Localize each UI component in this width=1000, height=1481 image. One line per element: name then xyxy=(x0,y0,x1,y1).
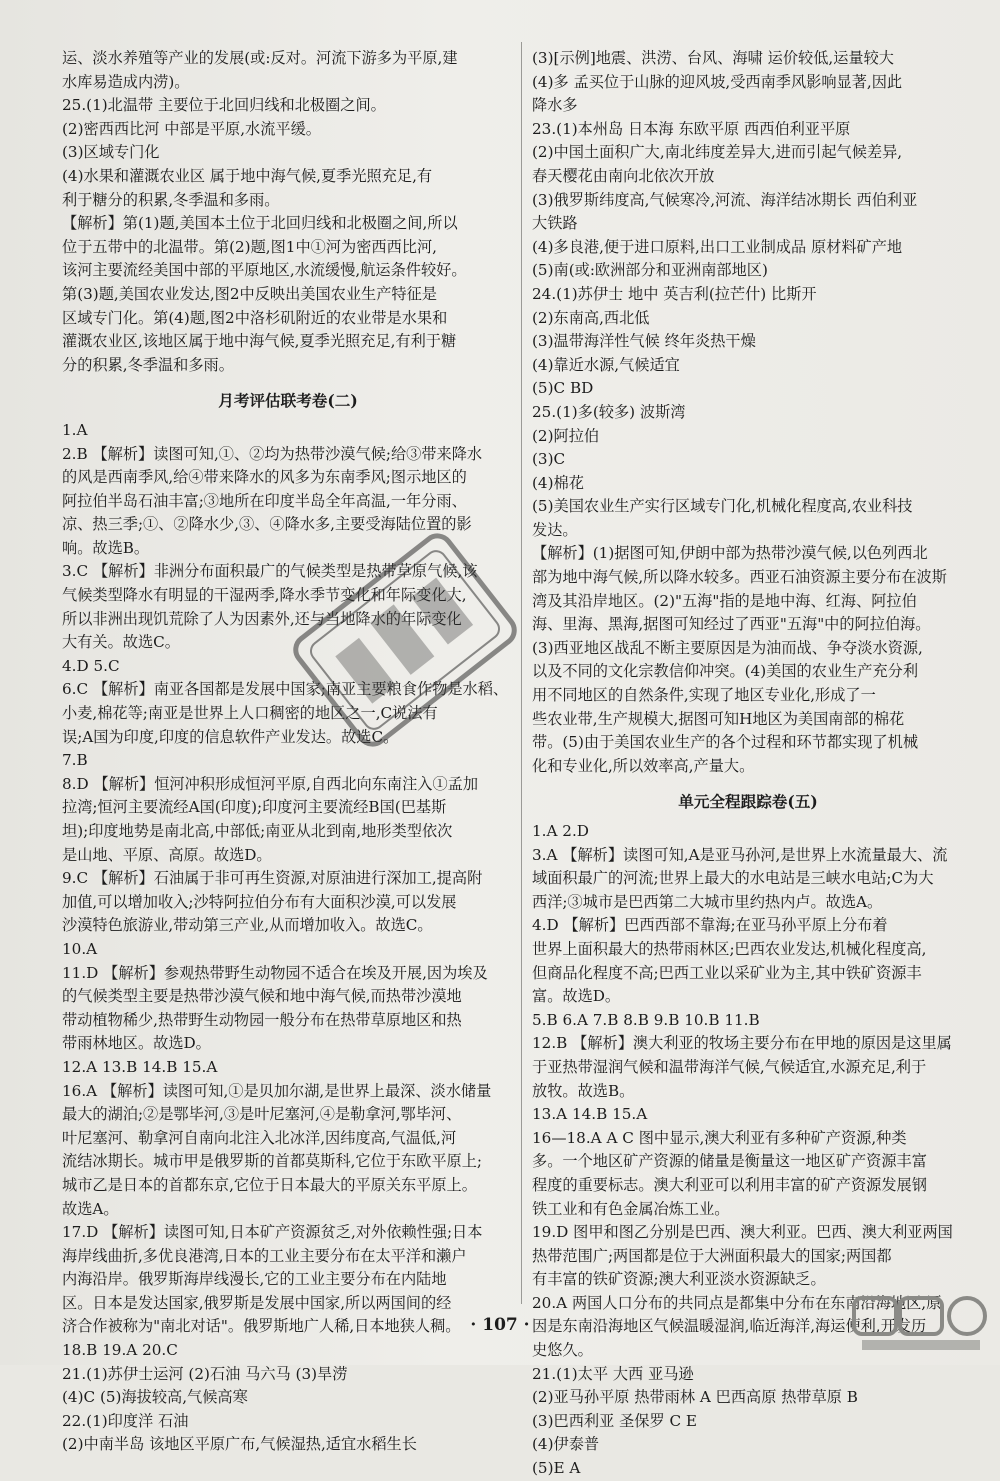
text-line: 24.(1)苏伊士 地中 英吉利(拉芒什) 比斯开 xyxy=(532,284,817,303)
text-line: 3.A 【解析】读图可知,A是亚马孙河,是世界上水流量最大、流 xyxy=(532,845,948,864)
text-line: 12.A 13.B 14.B 15.A xyxy=(62,1057,218,1076)
text-line: 25.(1)多(较多) 波斯湾 xyxy=(532,402,686,421)
text-line: 22.(1)印度洋 石油 xyxy=(62,1411,189,1430)
text-line: 海、里海、黑海,据图可知经过了西亚"五海"中的阿拉伯海。 xyxy=(532,615,931,634)
text-line: 1.A xyxy=(62,420,88,439)
text-line: 铁工业和有色金属冶炼工业。 xyxy=(532,1199,730,1218)
text-line: 最大的湖泊;②是鄂毕河,③是叶尼塞河,④是勒拿河,鄂毕河、 xyxy=(62,1105,462,1124)
text-line: 运、淡水养殖等产业的发展(或:反对。河流下游多为平原,建 xyxy=(62,49,458,67)
text-line: 1.A 2.D xyxy=(532,822,589,840)
text-line: 发达。 xyxy=(532,520,578,539)
text-line: (2)密西西比河 中部是平原,水流平缓。 xyxy=(62,119,321,138)
text-line: 误;A国为印度,印度的信息软件产业发达。故选C。 xyxy=(62,727,399,746)
text-line: 灌溉农业区,该地区属于地中海气候,夏季光照充足,有利于糖 xyxy=(62,332,457,351)
text-line: 带动植物稀少,热带野生动物园一般分布在热带草原地区和热 xyxy=(62,1010,462,1029)
text-line: 放牧。故选B。 xyxy=(532,1081,635,1100)
page-number: · 107 · xyxy=(470,1315,530,1335)
text-line: 世界上面积最大的热带雨林区;巴西农业发达,机械化程度高, xyxy=(532,939,927,958)
text-line: 域面积最广的河流;世界上最大的水电站是三峡水电站;C为大 xyxy=(532,869,934,888)
text-line: 热带范围广;两国都是位于大洲面积最大的国家;两国都 xyxy=(532,1246,892,1265)
text-line: 8.D 【解析】恒河冲积形成恒河平原,自西北向东南注入①孟加 xyxy=(62,774,479,793)
text-line: 25.(1)北温带 主要位于北回归线和北极圈之间。 xyxy=(62,96,386,115)
text-line: 富。故选D。 xyxy=(532,987,621,1006)
text-line: 沙漠特色旅游业,带动第三产业,从而增加收入。故选C。 xyxy=(62,916,433,935)
text-line: 降水多 xyxy=(532,96,578,115)
text-line: 阿拉伯半岛石油丰富;③地所在印度半岛全年高温,一年分雨、 xyxy=(62,491,467,510)
text-line: 23.(1)本州岛 日本海 东欧平原 西西伯利亚平原 xyxy=(532,119,851,138)
text-line: 内海沿岸。俄罗斯海岸线漫长,它的工业主要分布在内陆地 xyxy=(62,1270,447,1289)
text-line: 16—18.A A C 图中显示,澳大利亚有多种矿产资源,种类 xyxy=(532,1128,907,1147)
text-line: 西洋;③城市是巴西第二大城市里约热内卢。故选A。 xyxy=(532,892,883,911)
text-line: 2.B 【解析】读图可知,①、②均为热带沙漠气候;给③带来降水 xyxy=(62,444,483,463)
text-line: 21.(1)苏伊士运河 (2)石油 马六马 (3)旱涝 xyxy=(62,1364,348,1383)
text-line: 3.C 【解析】非洲分布面积最广的气候类型是热带草原气候,该 xyxy=(62,562,478,581)
text-line: 以及不同的文化宗教信仰冲突。(4)美国的农业生产充分利 xyxy=(532,662,919,681)
right-column xyxy=(532,47,964,1481)
text-line: 部为地中海气候,所以降水较多。西亚石油资源主要分布在波斯 xyxy=(532,568,947,587)
text-line: (4)多良港,便于进口原料,出口工业制成品 原材料矿产地 xyxy=(532,237,903,256)
text-line: 13.A 14.B 15.A xyxy=(532,1105,648,1124)
text-line: (3)西亚地区战乱不断主要原因是为油而战、争夺淡水资源, xyxy=(532,638,923,657)
text-line: 春天樱花由南向北依次开放 xyxy=(532,166,715,185)
text-line: (5)南(或:欧洲部分和亚洲南部地区) xyxy=(532,261,768,280)
text-line: 11.D 【解析】参观热带野生动物园不适合在埃及开展,因为埃及 xyxy=(62,963,488,982)
text-line: (3)俄罗斯纬度高,气候寒冷,河流、海洋结冰期长 西伯利亚 xyxy=(532,190,918,209)
text-line: (2)亚马孙平原 热带雨林 A 巴西高原 热带草原 B xyxy=(532,1388,858,1407)
watermark-logo-image xyxy=(852,1294,990,1356)
text-line: 响。故选B。 xyxy=(62,538,150,557)
text-line: 史悠久。 xyxy=(532,1341,593,1360)
text-line: 水库易造成内涝)。 xyxy=(62,72,190,91)
text-line: 区域专门化。第(4)题,图2中洛杉矶附近的农业带是水果和 xyxy=(62,308,448,327)
text-line: (2)中南半岛 该地区平原广布,气候湿热,适宜水稻生长 xyxy=(62,1435,417,1454)
text-line: 19.D 图甲和图乙分别是巴西、澳大利亚。巴西、澳大利亚两国 xyxy=(532,1223,953,1242)
text-line: 湾及其沿岸地区。(2)"五海"指的是地中海、红海、阿拉伯 xyxy=(532,591,917,610)
section-heading: 月考评估联考卷(二) xyxy=(218,391,358,411)
text-line: 5.B 6.A 7.B 8.B 9.B 10.B 11.B xyxy=(532,1010,760,1029)
text-line: 6.C 【解析】南亚各国都是发展中国家;南亚主要粮食作物是水稻、 xyxy=(62,680,509,699)
text-line: 流结冰期长。城市甲是俄罗斯的首都莫斯科,它位于东欧平原上; xyxy=(62,1152,483,1171)
text-line: 大有关。故选C。 xyxy=(62,633,180,652)
text-line: (2)东南高,西北低 xyxy=(532,308,650,327)
text-line: (4)C (5)海拔较高,气候高寒 xyxy=(62,1388,248,1407)
text-line: 用不同地区的自然条件,实现了地区专业化,形成了一 xyxy=(532,686,876,705)
left-column xyxy=(62,47,514,1457)
text-line: 是山地、平原、高原。故选D。 xyxy=(62,845,272,864)
text-line: 21.(1)太平 大西 亚马逊 xyxy=(532,1364,694,1383)
text-line: 的风是西南季风,给④带来降水的风多为东南季风;图示地区的 xyxy=(62,468,467,487)
text-line: 利于糖分的积累,冬季温和多雨。 xyxy=(62,190,280,209)
text-line: 该河主要流经美国中部的平原地区,水流缓慢,航运条件较好。 xyxy=(62,261,467,280)
text-line: 有丰富的铁矿资源;澳大利亚淡水资源缺乏。 xyxy=(532,1270,826,1289)
text-line: 9.C 【解析】石油属于非可再生资源,对原油进行深加工,提高附 xyxy=(62,869,483,888)
text-line: (3)巴西利亚 圣保罗 C E xyxy=(532,1411,698,1430)
text-line: 带雨林地区。故选D。 xyxy=(62,1034,211,1053)
text-line: 区。日本是发达国家,俄罗斯是发展中国家,所以两国间的经 xyxy=(62,1293,452,1312)
section-heading: 单元全程跟踪卷(五) xyxy=(678,792,818,812)
text-line: 些农业带,生产规模大,据图可知H地区为美国南部的棉花 xyxy=(532,709,905,728)
text-line: 海岸线曲折,多优良港湾,日本的工业主要分布在太平洋和濑户 xyxy=(62,1246,467,1265)
text-line: 故选A。 xyxy=(62,1199,119,1218)
text-line: (2)中国土面积广大,南北纬度差异大,进而引起气候差异, xyxy=(532,143,903,162)
text-line: (3)区域专门化 xyxy=(62,143,160,162)
text-line: 化和专业化,所以效率高,产量大。 xyxy=(532,756,755,775)
text-line: 小麦,棉花等;南亚是世界上人口稠密的地区之一,C说法有 xyxy=(62,704,438,723)
text-line: 分的积累,冬季温和多雨。 xyxy=(62,355,234,374)
text-line: (3)温带海洋性气候 终年炎热干燥 xyxy=(532,332,756,351)
text-line: 17.D 【解析】读图可知,日本矿产资源贫乏,对外依赖性强;日本 xyxy=(62,1223,483,1242)
text-line: 于亚热带湿润气候和温带海洋气候,气候适宜,水源充足,利于 xyxy=(532,1057,927,1076)
text-line: 所以非洲出现饥荒除了人为因素外,还与当地降水的年际变化 xyxy=(62,609,462,628)
text-line: 4.D 【解析】巴西西部不靠海;在亚马孙平原上分布着 xyxy=(532,916,888,935)
text-line: 济合作被称为"南北对话"。俄罗斯地广人稀,日本地狭人稠。 xyxy=(62,1317,461,1336)
text-line: (4)靠近水源,气候适宜 xyxy=(532,355,680,374)
text-line: 坦);印度地势是南北高,中部低;南亚从北到南,地形类型依次 xyxy=(62,822,453,840)
text-line: 多。一个地区矿产资源的储量是衡量这一地区矿产资源丰富 xyxy=(532,1152,927,1171)
text-line: 位于五带中的北温带。第(2)题,图1中①河为密西西比河, xyxy=(62,237,437,256)
text-line: 但商品化程度不高;巴西工业以采矿业为主,其中铁矿资源丰 xyxy=(532,963,922,982)
text-line: (5)C BD xyxy=(532,379,594,398)
text-line: 【解析】第(1)题,美国本土位于北回归线和北极圈之间,所以 xyxy=(62,214,458,233)
text-line: (5)E A xyxy=(532,1459,581,1478)
text-line: 加值,可以增加收入;沙特阿拉伯分布有大面积沙漠,可以发展 xyxy=(62,892,457,911)
text-line: 18.B 19.A 20.C xyxy=(62,1341,178,1360)
text-line: 12.B 【解析】澳大利亚的牧场主要分布在甲地的原因是这里属 xyxy=(532,1034,952,1053)
text-line: 程度的重要标志。澳大利亚可以利用丰富的矿产资源发展钢 xyxy=(532,1175,927,1194)
column-divider xyxy=(521,42,522,1304)
text-line: (4)伊泰普 xyxy=(532,1435,600,1454)
text-line: 城市乙是日本的首都东京,它位于日本最大的平原关东平原上。 xyxy=(62,1175,477,1194)
text-line: 叶尼塞河、勒拿河自南向北注入北冰洋,因纬度高,气温低,河 xyxy=(62,1128,457,1147)
text-line: 的气候类型主要是热带沙漠气候和地中海气候,而热带沙漠地 xyxy=(62,987,462,1006)
text-line: 大铁路 xyxy=(532,214,578,233)
text-line: 因是东南沿海地区气候温暖湿润,临近海洋,海运便利,开发历 xyxy=(532,1317,927,1336)
text-line: 拉湾;恒河主要流经A国(印度);印度河主要流经B国(巴基斯 xyxy=(62,798,447,817)
text-line: 4.D 5.C xyxy=(62,656,120,675)
text-line: (4)多 孟买位于山脉的迎风坡,受西南季风影响显著,因此 xyxy=(532,72,903,91)
text-line: (3)[示例]地震、洪涝、台风、海啸 运价较低,运量较大 xyxy=(532,49,894,67)
text-line: (4)棉花 xyxy=(532,473,584,492)
text-line: 【解析】(1)据图可知,伊朗中部为热带沙漠气候,以色列西北 xyxy=(532,544,928,563)
text-line: (2)阿拉伯 xyxy=(532,426,600,445)
text-line: 带。(5)由于美国农业生产的各个过程和环节都实现了机械 xyxy=(532,733,919,752)
text-line: (5)美国农业生产实行区域专门化,机械化程度高,农业科技 xyxy=(532,497,913,516)
text-line: 气候类型降水有明显的干湿两季,降水季节变化和年际变化大, xyxy=(62,586,467,605)
text-line: 7.B xyxy=(62,751,88,770)
text-line: 20.A 两国人口分布的共同点是都集中分布在东南沿海地区,原 xyxy=(532,1293,942,1312)
text-line: (4)水果和灌溉农业区 属于地中海气候,夏季光照充足,有 xyxy=(62,166,433,185)
text-line: 10.A xyxy=(62,939,98,958)
text-line: (3)C xyxy=(532,450,566,469)
text-line: 凉、热三季;①、②降水少,③、④降水多,主要受海陆位置的影 xyxy=(62,515,472,534)
text-line: 16.A 【解析】读图可知,①是贝加尔湖,是世界上最深、淡水储量 xyxy=(62,1081,492,1100)
text-line: 第(3)题,美国农业发达,图2中反映出美国农业生产特征是 xyxy=(62,284,437,303)
